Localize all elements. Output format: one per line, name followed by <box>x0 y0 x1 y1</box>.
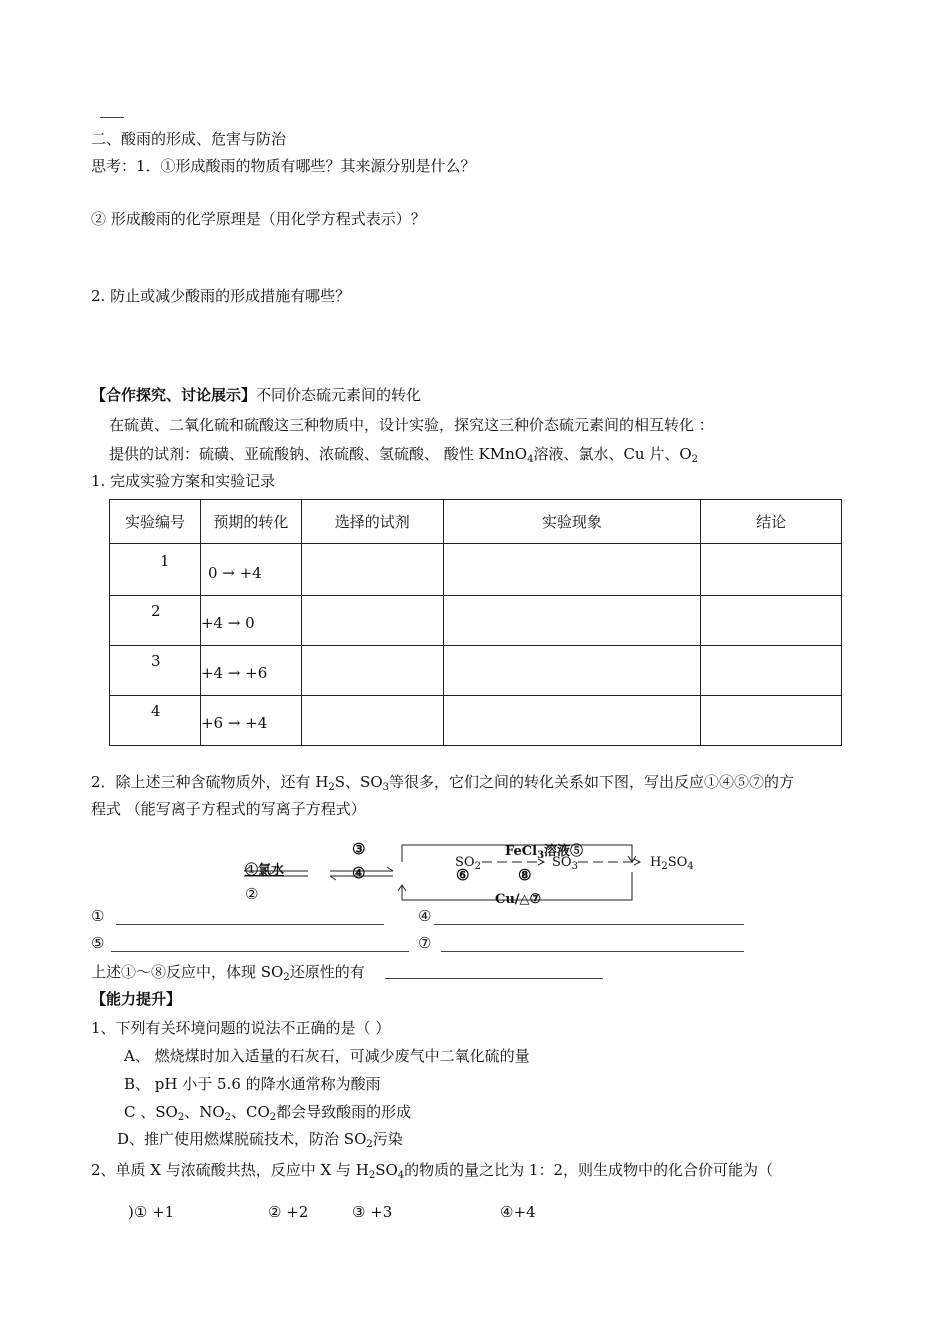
diagram-label-5: FeCl$_3$溶液⑤ <box>505 844 584 861</box>
diagram-h2so4: $H_2SO_4$ <box>650 855 694 872</box>
diagram-label-3: ③ <box>352 840 366 858</box>
q2-option-3[interactable]: ③ +3 <box>352 1203 393 1221</box>
diagram-label-6: ⑥ <box>456 866 470 884</box>
row-number: 4 <box>110 696 201 746</box>
ability-q1: 1、下列有关环境问题的说法不正确的是（ ） <box>91 1019 391 1037</box>
diagram-label-7: Cu/△⑦ <box>495 892 542 907</box>
answer-label-1: ① <box>91 907 105 925</box>
answer-line-1[interactable] <box>116 924 384 925</box>
header-cell: 实验编号 <box>110 500 201 544</box>
row-number: 1 <box>110 544 201 596</box>
diagram-so3: $SO_3$ <box>552 855 578 872</box>
answer-line-4[interactable] <box>434 924 744 925</box>
think-question-1a: 思考：1．①形成酸雨的物质有哪些？其来源分别是什么？ <box>91 157 476 175</box>
header-cell: 结论 <box>701 500 842 544</box>
question-2-line1: 2．除上述三种含硫物质外，还有 $H_2S$、$SO_3$等很多，它们之间的转化关系如下图，写出反应①④⑤⑦的方 <box>91 773 795 793</box>
diagram-so2: $SO_2$ <box>455 855 481 872</box>
row-conversion: +4 → +6 <box>200 646 301 696</box>
answer-label-5: ⑤ <box>91 934 105 952</box>
explore-intro: 在硫黄、二氧化硫和硫酸这三种物质中，设计实验，探究这三种价态硫元素间的相互转化 ： <box>109 416 714 434</box>
q2-option-4[interactable]: ④+4 <box>500 1203 536 1221</box>
header-cell: 预期的转化 <box>200 500 301 544</box>
diagram-label-1: ①氯水 <box>245 863 285 878</box>
q2-option-2[interactable]: ② +2 <box>268 1203 309 1221</box>
option-a[interactable]: A、 燃烧煤时加入适量的石灰石，可减少废气中二氧化硫的量 <box>124 1047 530 1065</box>
question-2-line2: 程式 （能写离子方程式的写离子方程式） <box>91 800 366 818</box>
answer-line-5[interactable] <box>111 951 409 952</box>
option-d[interactable]: D、推广使用燃煤脱硫技术，防治 $SO_2$污染 <box>117 1130 403 1150</box>
diagram-label-2: ② <box>245 885 259 903</box>
row-conversion: +6 → +4 <box>200 696 301 746</box>
reducing-answer-line[interactable] <box>385 978 603 979</box>
reducing-question: 上述①～⑧反应中，体现 $SO_2$还原性的有 <box>91 963 365 983</box>
answer-label-7: ⑦ <box>418 934 432 952</box>
row-conversion: 0 → +4 <box>200 544 301 596</box>
header-cell: 实验现象 <box>443 500 701 544</box>
row-number: 2 <box>110 596 201 646</box>
row-conversion: +4 → 0 <box>200 596 301 646</box>
row-number: 3 <box>110 646 201 696</box>
reagents-line: 提供的试剂：硫磺、亚硫酸钠、浓硫酸、氢硫酸、 酸性 KMnO$_4$溶液、氯水、Cu 片、$O_2$ <box>109 445 699 465</box>
section-title: 二、酸雨的形成、危害与防治 <box>91 130 287 148</box>
option-b[interactable]: B、 pH 小于 5.6 的降水通常称为酸雨 <box>124 1075 381 1093</box>
q2-option-1[interactable]: )① +1 <box>128 1203 175 1221</box>
diagram-label-8: ⑧ <box>518 866 532 884</box>
explore-heading: 【合作探究、讨论展示】不同价态硫元素间的转化 <box>91 386 422 404</box>
think-question-2: 2. 防止或减少酸雨的形成措施有哪些？ <box>91 287 351 305</box>
diagram-label-4: ④ <box>352 864 366 882</box>
answer-line-7[interactable] <box>441 951 744 952</box>
answer-label-4: ④ <box>418 907 432 925</box>
task-1: 1. 完成实验方案和实验记录 <box>91 472 276 490</box>
option-c[interactable]: C 、$SO_2$、$NO_2$、$CO_2$都会导致酸雨的形成 <box>124 1103 412 1123</box>
ability-heading: 【能力提升】 <box>91 990 182 1008</box>
think-question-1b: ② 形成酸雨的化学原理是（用化学方程式表示）？ <box>91 210 426 228</box>
ability-q2: 2、单质 X 与浓硫酸共热，反应中 X 与 $H_2SO_4$的物质的量之比为 1：2，则生成物中的化合价可能为（ <box>91 1161 774 1181</box>
header-cell: 选择的试剂 <box>301 500 443 544</box>
